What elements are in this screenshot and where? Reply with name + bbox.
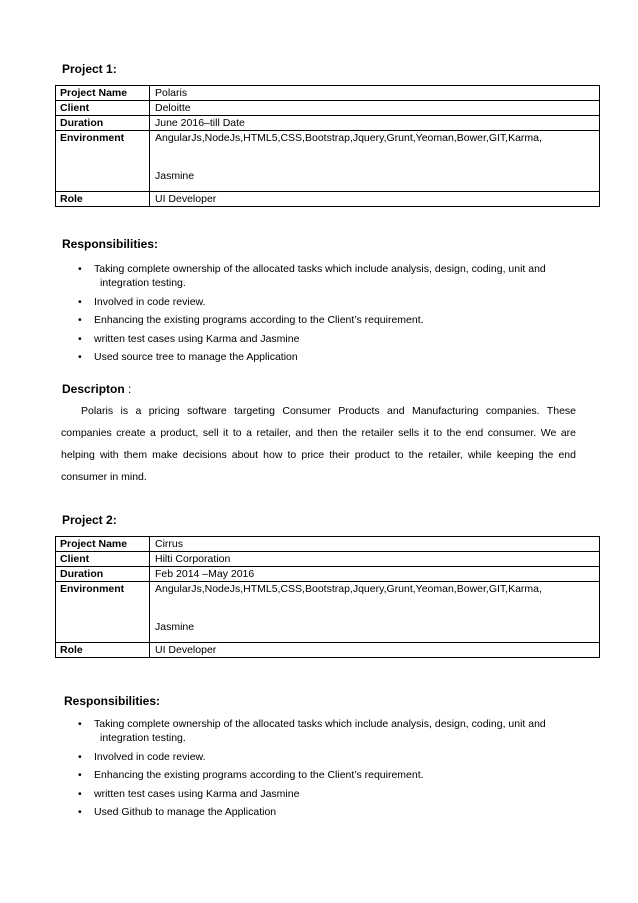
- table-row: [56, 582, 600, 643]
- table-row: [56, 552, 600, 567]
- project2-table: [55, 536, 600, 658]
- responsibility-text: written test cases using Karma and Jasmine: [94, 787, 300, 800]
- table-row: [56, 116, 600, 131]
- client-label: Client: [56, 101, 150, 116]
- list-item: [76, 787, 556, 801]
- list-item: [76, 717, 556, 745]
- responsibility-text: Used Github to manage the Application: [94, 806, 277, 818]
- duration-value: June 2016–till Date: [150, 116, 600, 131]
- table-row: [56, 567, 600, 582]
- duration-value: Feb 2014 –May 2016: [150, 567, 600, 582]
- environment-label: Environment: [56, 582, 150, 643]
- list-item: [76, 350, 556, 364]
- bullet-icon: •: [78, 314, 82, 326]
- responsibility-text-continued: integration testing.: [100, 732, 186, 744]
- project1-table: [55, 85, 600, 207]
- environment-value: [150, 131, 600, 192]
- list-item: [76, 805, 556, 819]
- description-heading: [62, 382, 131, 396]
- table-row: [56, 643, 600, 658]
- project-name-label: Project Name: [56, 86, 150, 101]
- description-heading-label: Descripton: [62, 382, 125, 396]
- role-label: Role: [56, 192, 150, 207]
- list-item: [76, 332, 556, 346]
- project2-responsibilities-heading: Responsibilities:: [64, 694, 161, 708]
- bullet-icon: •: [78, 718, 82, 730]
- description-heading-colon: :: [124, 382, 132, 396]
- role-label: Role: [56, 643, 150, 658]
- bullet-icon: •: [78, 263, 82, 275]
- list-item: [76, 262, 556, 290]
- project1-heading: Project 1:: [62, 62, 117, 76]
- role-value: UI Developer: [150, 643, 600, 658]
- table-row: [56, 537, 600, 552]
- bullet-icon: •: [78, 750, 82, 763]
- responsibility-text-continued: integration testing.: [100, 277, 186, 289]
- responsibility-text: Taking complete ownership of the allocated tasks which include analysis, design, coding, unit and: [94, 718, 546, 730]
- responsibility-text: Enhancing the existing programs according to the Client’s requirement.: [94, 769, 424, 781]
- table-row: [56, 101, 600, 116]
- list-item: [76, 313, 556, 327]
- bullet-icon: •: [78, 769, 82, 781]
- bullet-icon: •: [78, 295, 82, 308]
- project2-responsibilities-list: [76, 717, 556, 824]
- responsibility-text: Involved in code review.: [94, 295, 206, 308]
- client-value: Hilti Corporation: [150, 552, 600, 567]
- responsibility-text: Involved in code review.: [94, 750, 206, 763]
- environment-line-1: AngularJs,NodeJs,HTML5,CSS,Bootstrap,Jquery,Grunt,Yeoman,Bower,GIT,Karma,: [155, 132, 542, 144]
- table-row: [56, 192, 600, 207]
- list-item: [76, 768, 556, 782]
- environment-line-2: Jasmine: [155, 170, 195, 182]
- responsibility-text: Taking complete ownership of the allocated tasks which include analysis, design, coding, unit and: [94, 263, 546, 275]
- duration-label: Duration: [56, 116, 150, 131]
- project-name-value: Polaris: [150, 86, 600, 101]
- project1-responsibilities-list: [76, 262, 556, 369]
- client-label: Client: [56, 552, 150, 567]
- client-value: Deloitte: [150, 101, 600, 116]
- project-name-label: Project Name: [56, 537, 150, 552]
- list-item: [76, 750, 556, 764]
- bullet-icon: •: [78, 787, 82, 800]
- bullet-icon: •: [78, 332, 82, 345]
- responsibility-text: Used source tree to manage the Application: [94, 351, 298, 363]
- table-row: [56, 131, 600, 192]
- project-name-value: Cirrus: [150, 537, 600, 552]
- environment-label: Environment: [56, 131, 150, 192]
- role-value: UI Developer: [150, 192, 600, 207]
- responsibility-text: written test cases using Karma and Jasmine: [94, 332, 300, 345]
- environment-value: [150, 582, 600, 643]
- duration-label: Duration: [56, 567, 150, 582]
- bullet-icon: •: [78, 351, 82, 363]
- description-paragraph: Polaris is a pricing software targeting Consumer Products and Manufacturing companies. These companies create a product, sell it to a retailer, and then the retailer sells it to the end consumer. We are helping with them make decisions about how to price their product to the retailer, while keeping the end consumer in mind.: [61, 405, 576, 483]
- list-item: [76, 295, 556, 309]
- environment-line-2: Jasmine: [155, 621, 195, 633]
- project2-heading: Project 2:: [62, 513, 117, 527]
- bullet-icon: •: [78, 806, 82, 818]
- responsibility-text: Enhancing the existing programs according to the Client’s requirement.: [94, 314, 424, 326]
- project1-responsibilities-heading: Responsibilities:: [62, 237, 159, 251]
- table-row: [56, 86, 600, 101]
- environment-line-1: AngularJs,NodeJs,HTML5,CSS,Bootstrap,Jquery,Grunt,Yeoman,Bower,GIT,Karma,: [155, 583, 542, 595]
